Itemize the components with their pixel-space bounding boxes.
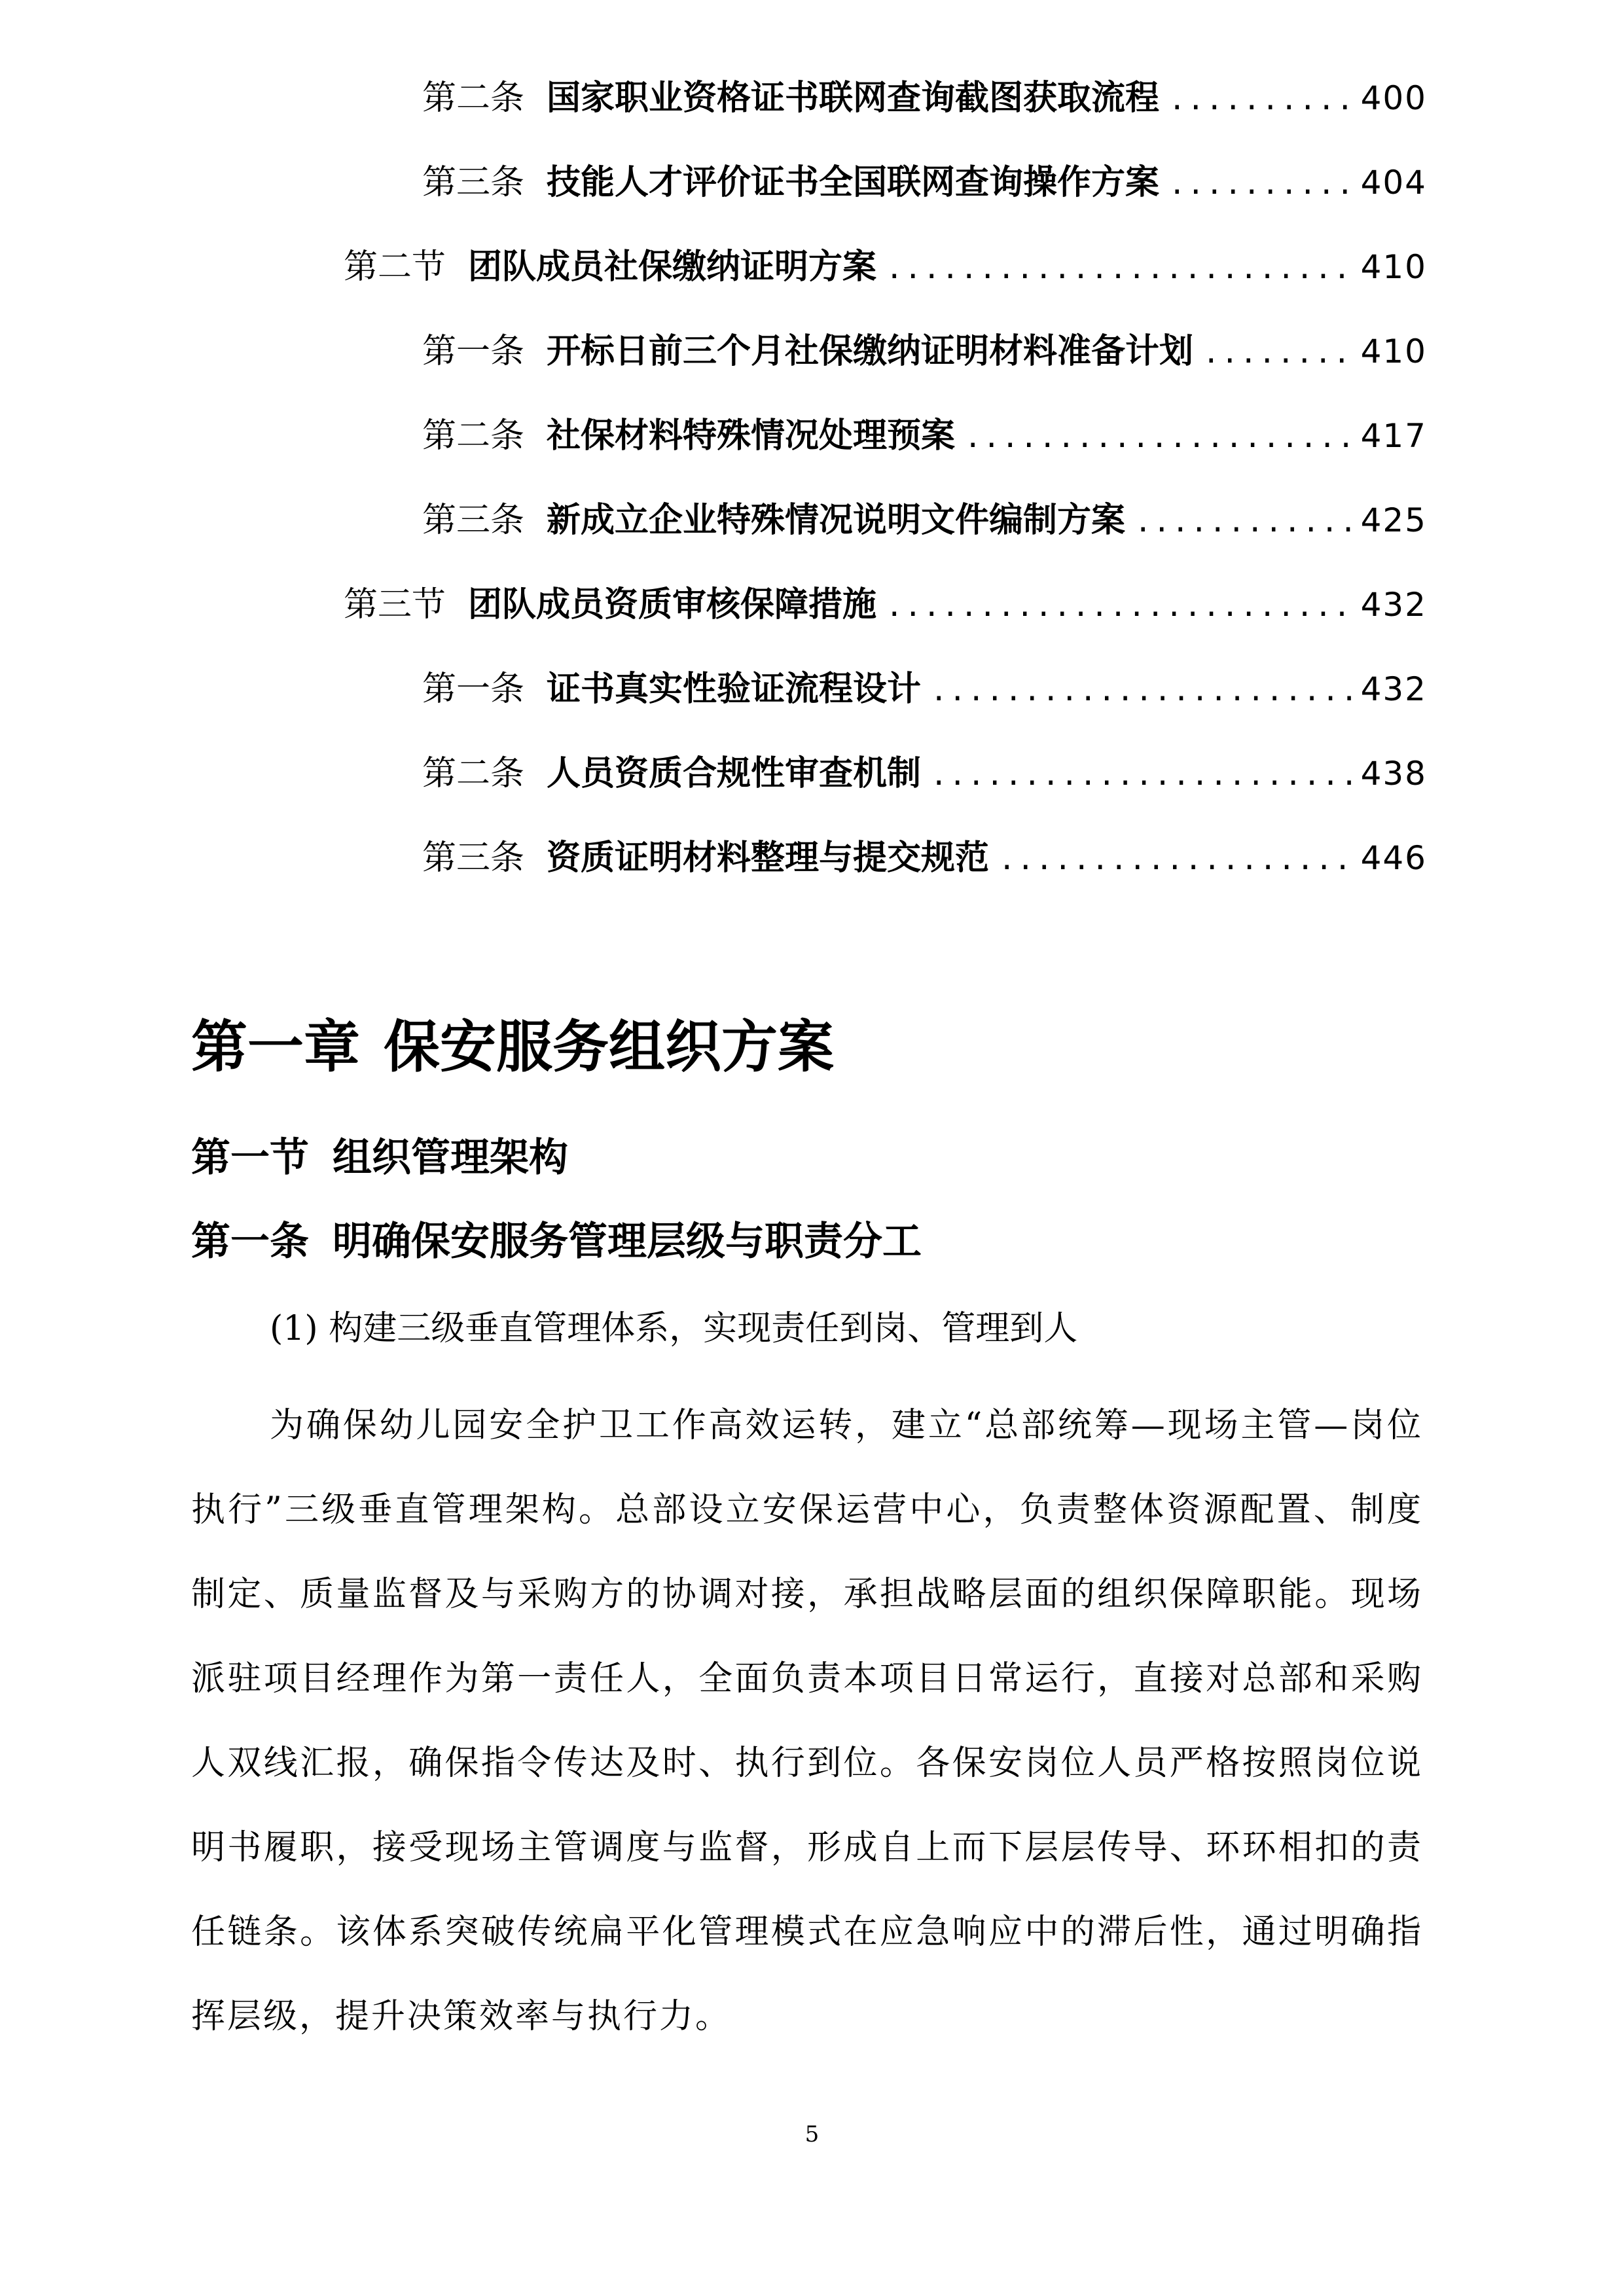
toc-entry-label: 第一条 <box>422 332 525 371</box>
toc-entry[interactable] <box>422 69 1427 128</box>
toc-entry-title: 团队成员资质审核保障措施 <box>468 584 877 624</box>
toc-leader-dots <box>886 240 1357 298</box>
toc-entry[interactable] <box>422 322 1427 381</box>
toc-entry[interactable] <box>422 406 1427 465</box>
toc-entry-title: 技能人才评价证书全国联网查询操作方案 <box>547 162 1160 202</box>
toc-entry-label: 第三条 <box>422 838 525 878</box>
toc-entry-label: 第三条 <box>422 163 525 202</box>
toc-leader-dots <box>964 408 1357 467</box>
toc-leader-dots <box>998 831 1357 889</box>
toc-entry-label: 第二条 <box>422 416 525 456</box>
toc-leader-dots <box>1168 155 1357 214</box>
toc-leader-dots <box>886 577 1357 636</box>
toc-entry[interactable] <box>422 829 1427 888</box>
toc-entry-title: 社保材料特殊情况处理预案 <box>547 416 956 456</box>
toc-entry-page: 410 <box>1360 248 1427 286</box>
toc-entry[interactable] <box>422 744 1427 803</box>
toc-leader-dots <box>1168 71 1357 130</box>
toc-entry-label: 第三条 <box>422 501 525 540</box>
toc-entry-label: 第二条 <box>422 79 525 118</box>
sub-heading: (1) 构建三级垂直管理体系，实现责任到岗、管理到人 <box>270 1309 1078 1348</box>
toc-entry-title: 证书真实性验证流程设计 <box>547 669 922 709</box>
chapter-heading <box>191 1011 834 1083</box>
toc-leader-dots <box>930 746 1357 805</box>
toc-entry-page: 400 <box>1360 79 1427 117</box>
toc-entry-label: 第二节 <box>344 247 446 287</box>
section-title: 组织管理架构 <box>333 1135 568 1181</box>
body-paragraph: 为确保幼儿园安全护卫工作高效运转，建立“总部统筹—现场主管—岗位执行”三级垂直管理架构。总部设立安保运营中心，负责整体资源配置、制度制定、质量监督及与采购方的协调对接，承担战略层面的组织保障职能。现场派驻项目经理作为第一责任人，全面负责本项目日常运行，直接对总部和采购人双线汇报，确保指令传达及时、执行到位。各保安岗位人员严格按照岗位说明书履职，接受现场主管调度与监督，形成自上而下层层传导、环环相扣的责任链条。该体系突破传统扁平化管理模式在应急响应中的滞后性，通过明确指挥层级，提升决策效率与执行力。 <box>191 1406 1423 2036</box>
toc-leader-dots <box>1134 493 1357 552</box>
toc-entry[interactable] <box>422 491 1427 550</box>
toc-entry-title: 国家职业资格证书联网查询截图获取流程 <box>547 78 1160 118</box>
toc-entry-page: 425 <box>1360 501 1427 539</box>
toc-entry-page: 446 <box>1360 839 1427 877</box>
toc-entry-page: 438 <box>1360 755 1427 793</box>
toc-entry-page: 432 <box>1360 586 1427 624</box>
toc-entry-label: 第二条 <box>422 754 525 793</box>
toc-entry-page: 410 <box>1360 332 1427 370</box>
toc-entry-title: 团队成员社保缴纳证明方案 <box>468 247 877 287</box>
section-label: 第一节 <box>191 1135 309 1181</box>
toc-entry-title: 人员资质合规性审查机制 <box>547 753 922 793</box>
article-label: 第一条 <box>191 1219 309 1265</box>
chapter-label: 第一章 <box>191 1014 360 1080</box>
toc-entry-page: 432 <box>1360 670 1427 708</box>
section-heading <box>191 1128 568 1187</box>
toc-leader-dots <box>930 662 1357 721</box>
toc-entry-label: 第一条 <box>422 670 525 709</box>
toc-entry-title: 资质证明材料整理与提交规范 <box>547 838 990 878</box>
toc-leader-dots <box>1202 324 1357 383</box>
toc-entry[interactable] <box>344 575 1427 634</box>
toc-entry-label: 第三节 <box>344 585 446 624</box>
toc-entry[interactable] <box>422 153 1427 212</box>
page-number: 5 <box>804 2121 820 2147</box>
article-title: 明确保安服务管理层级与职责分工 <box>333 1219 922 1265</box>
toc-entry-title: 开标日前三个月社保缴纳证明材料准备计划 <box>547 331 1194 371</box>
toc-entry[interactable] <box>344 238 1427 296</box>
toc-entry-page: 404 <box>1360 164 1427 202</box>
toc-entry-title: 新成立企业特殊情况说明文件编制方案 <box>547 500 1126 540</box>
toc-entry-page: 417 <box>1360 417 1427 455</box>
chapter-title: 保安服务组织方案 <box>384 1014 834 1080</box>
article-heading <box>191 1212 922 1271</box>
toc-entry[interactable] <box>422 660 1427 719</box>
